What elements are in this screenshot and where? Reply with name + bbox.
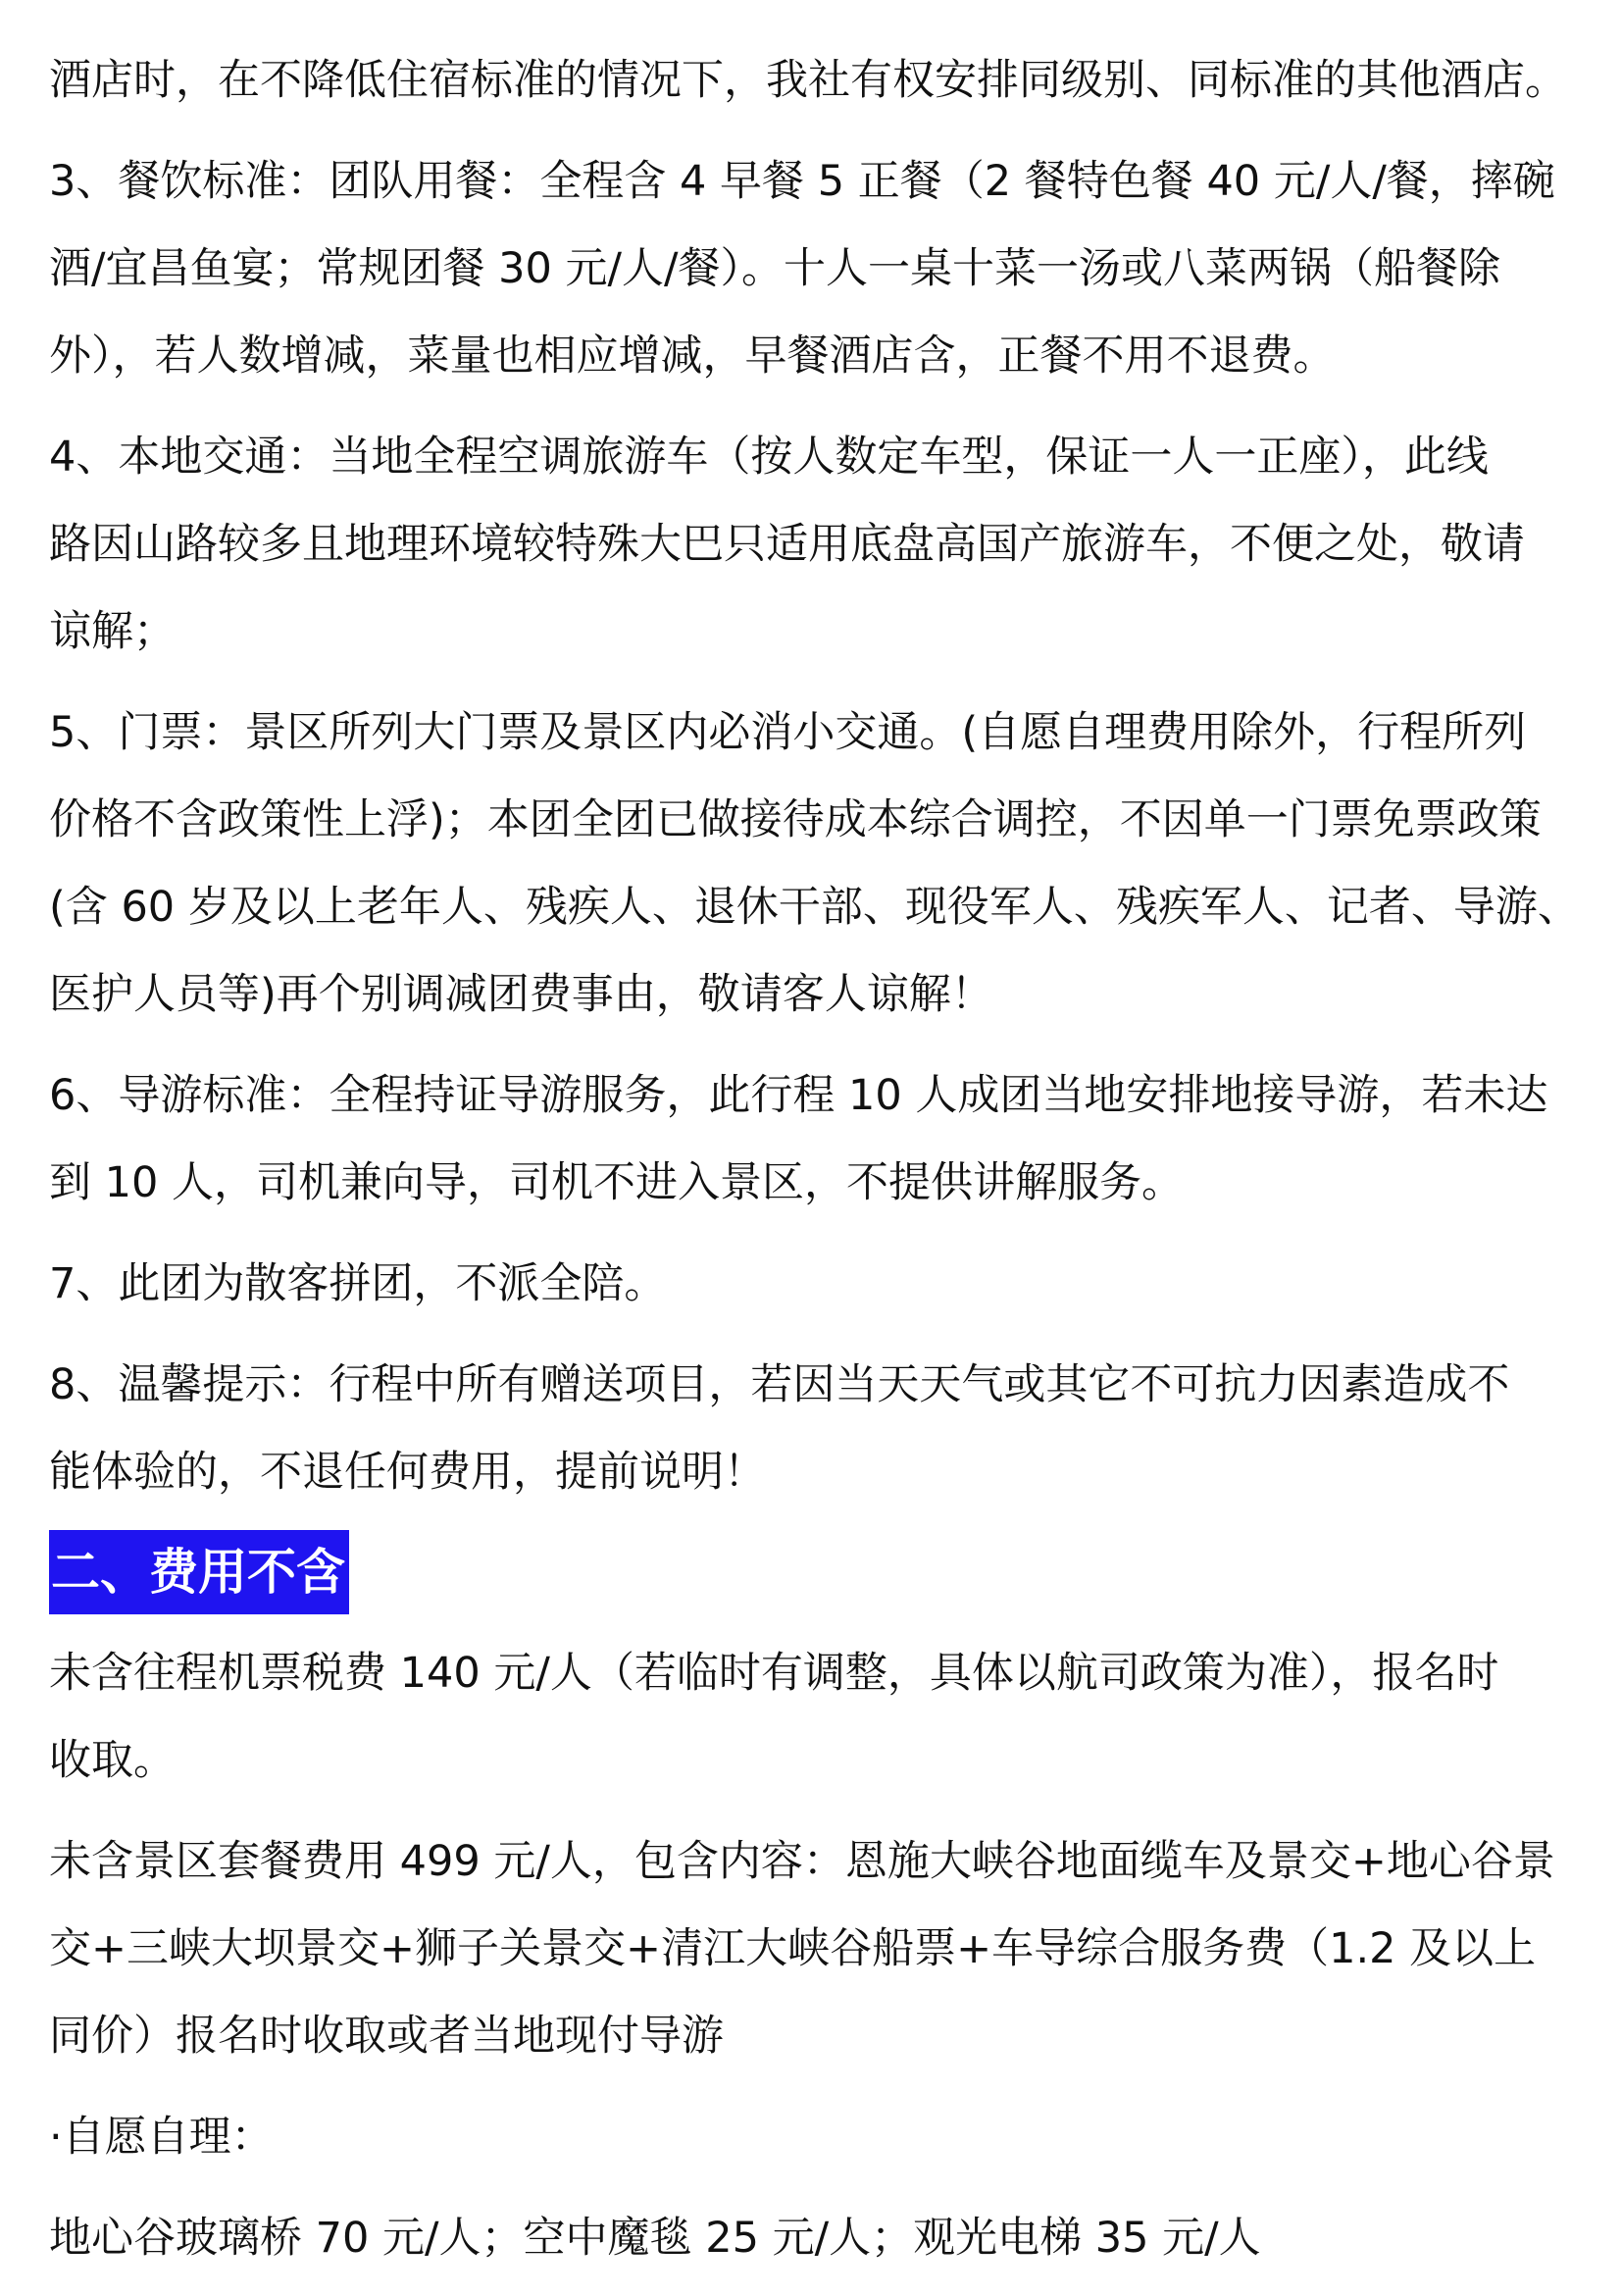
text-line: 6、导游标准：全程持证导游服务，此行程 10 人成团当地安排地接导游，若未达 [49,1071,1548,1120]
text-line: 价格不含政策性上浮)；本团全团已做接待成本综合调控，不因单一门票免票政策 [49,795,1542,844]
item-warm-tips [49,1342,1589,1516]
exclusion-scenic-package [49,1818,1589,2080]
text-line: 路因山路较多且地理环境较特殊大巴只适用底盘高国产旅游车，不便之处，敬请 [49,520,1525,569]
intro-paragraph [49,37,1589,125]
text-line: 7、此团为散客拼团，不派全陪。 [49,1259,667,1308]
item-meal-standard [49,138,1589,400]
text-line: 医护人员等)再个别调减团费事由，敬请客人谅解！ [49,970,993,1019]
text-line: 5、门票：景区所列大门票及景区内必消小交通。(自愿自理费用除外，行程所列 [49,708,1527,757]
text-line: 同价）报名时收取或者当地现付导游 [49,2012,724,2061]
text-line: 地心谷玻璃桥 70 元/人；空中魔毯 25 元/人；观光电梯 35 元/人 [49,2214,1261,2263]
item-guide-standard [49,1052,1589,1227]
text-line: ·自愿自理： [49,2113,274,2162]
text-line: 4、本地交通：当地全程空调旅游车（按人数定车型，保证一人一正座），此线 [49,433,1489,482]
text-line: 酒/宜昌鱼宴；常规团餐 30 元/人/餐）。十人一桌十菜一汤或八菜两锅（船餐除 [49,244,1501,293]
document-page [49,37,1589,2296]
text-line: 外），若人数增减，菜量也相应增减，早餐酒店含，正餐不用不退费。 [49,332,1336,381]
item-tickets [49,689,1589,1039]
text-line: 收取。 [49,1736,176,1785]
text-line: 未含景区套餐费用 499 元/人，包含内容：恩施大峡谷地面缆车及景交+地心谷景 [49,1837,1555,1886]
text-line: 未含往程机票税费 140 元/人（若临时有调整，具体以航司政策为准），报名时 [49,1649,1499,1698]
item-group-type [49,1241,1589,1328]
text-line: 到 10 人，司机兼向导，司机不进入景区，不提供讲解服务。 [49,1158,1185,1207]
section-heading-cost-excluded: 二、费用不含 [49,1530,349,1614]
text-line: 3、餐饮标准：团队用餐：全程含 4 早餐 5 正餐（2 餐特色餐 40 元/人/餐，摔碗 [49,157,1555,206]
exclusion-self-pay-label [49,2094,1589,2181]
text-line: 酒店时，在不降低住宿标准的情况下，我社有权安排同级别、同标准的其他酒店。 [49,56,1567,105]
exclusion-self-pay-items [49,2195,1589,2282]
text-line: 能体验的，不退任何费用，提前说明！ [49,1448,766,1497]
text-line: 交+三峡大坝景交+狮子关景交+清江大峡谷船票+车导综合服务费（1.2 及以上 [49,1924,1537,1973]
text-line: (含 60 岁及以上老年人、残疾人、退休干部、现役军人、残疾军人、记者、导游、 [49,883,1580,932]
text-line: 8、温馨提示：行程中所有赠送项目，若因当天天气或其它不可抗力因素造成不 [49,1360,1510,1409]
section-heading-wrap [49,1530,1589,1622]
item-local-transport [49,414,1589,676]
exclusion-airport-tax [49,1630,1589,1805]
text-line: 谅解； [49,607,176,656]
